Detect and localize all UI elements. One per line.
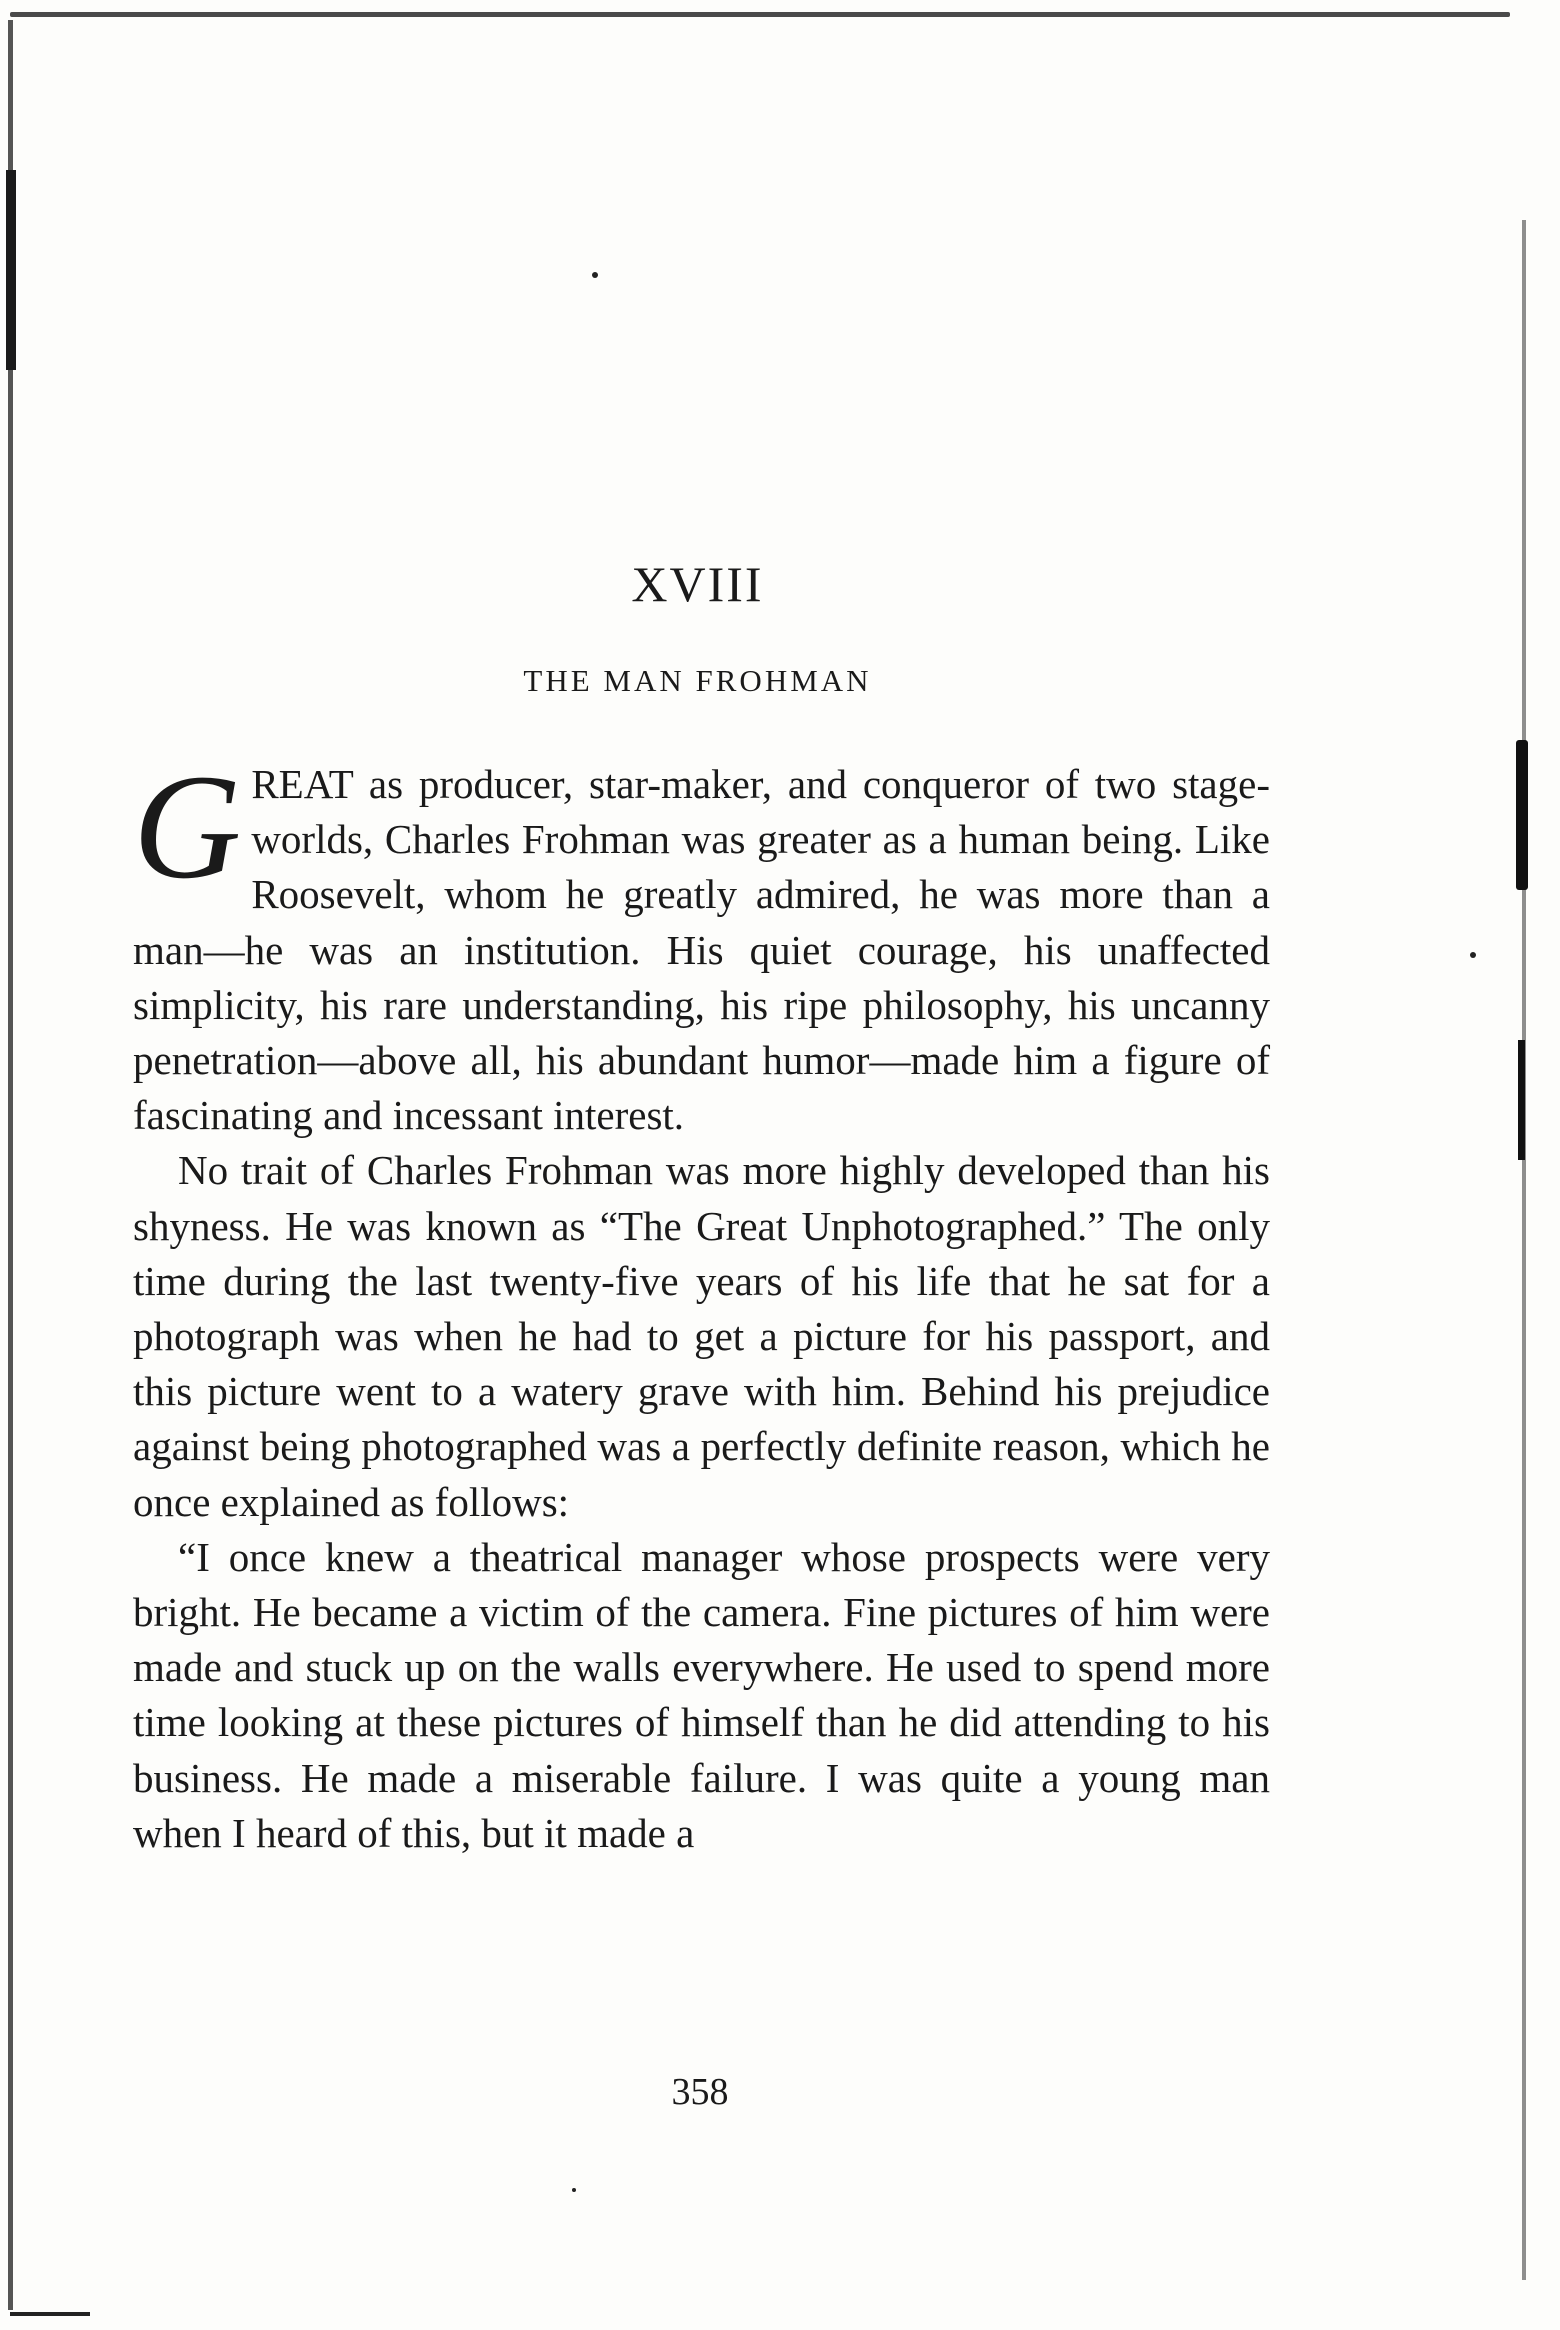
scan-speck [1470, 952, 1476, 958]
scan-edge-right [1522, 220, 1526, 2280]
scan-edge-right-mark [1516, 740, 1528, 890]
scan-speck [592, 272, 598, 278]
chapter-title: THE MAN FROHMAN [523, 663, 872, 698]
paragraph: No trait of Charles Frohman was more highly developed than his shyness. He was known as “The Great Unphotographed.” The only time during the last twenty-five years of his life that he sat for a photograph was when he had to get a picture for his passport, and this picture went to a watery grave with him. Behind his prejudice against being photographed was a perfectly definite reason, which he once explained as follows: [133, 1147, 1270, 1525]
paragraph-text: REAT as producer, star-maker, and conqueror of two stage-worlds, Charles Frohman was greater as a human being. Like Roosevelt, whom he greatly admired, he was more than a man—he was an institution. His quiet courage, his unaffected simplicity, his rare understanding, his ripe philosophy, his uncanny penetration—above all, his abundant humor—made him a figure of fascinating and incessant interest. [133, 761, 1270, 1139]
chapter-number: XVIII [631, 556, 764, 612]
drop-cap: G [133, 744, 242, 910]
paragraph: “I once knew a theatrical manager whose prospects were very bright. He became a victim of the camera. Fine pictures of him were made and stuck up on the walls everywhere. He used to spend more time looking at these pictures of himself than he did attending to his business. He made a miserable failure. I was quite a young man when I heard of this, but it made a [133, 1533, 1270, 1856]
scan-edge-right-mark-lower [1518, 1040, 1525, 1160]
paragraph [133, 744, 1270, 1143]
chapter-body [133, 744, 1270, 1861]
scan-edge-bottom [10, 2312, 90, 2316]
scan-edge-top [10, 12, 1510, 17]
page-number: 358 [671, 2071, 729, 2113]
scan-speck [572, 2188, 576, 2192]
scan-edge-left-mark [6, 170, 16, 370]
